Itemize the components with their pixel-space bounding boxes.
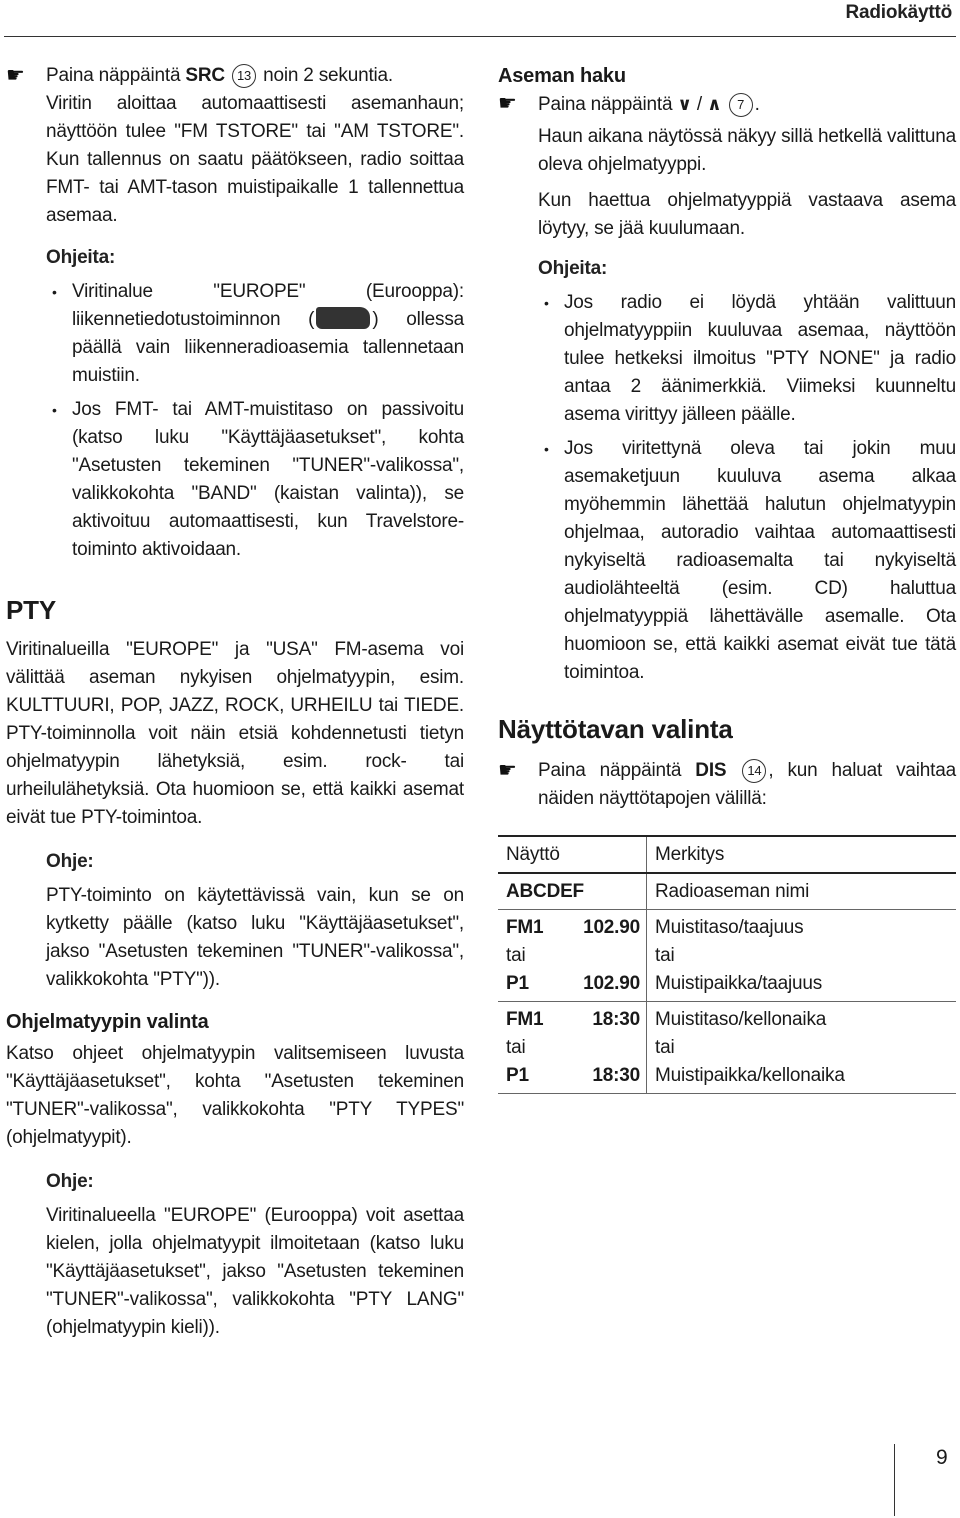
instruction-pre: Paina näppäintä (538, 760, 696, 781)
left-column (6, 62, 464, 1342)
note-title: Ohje: (46, 1171, 94, 1192)
cell-label: P1 (506, 1065, 529, 1086)
cell-line: Muistitaso/kellonaika (655, 1009, 827, 1030)
search-description: Kun haettua ohjelmatyyppiä vastaava asema löytyy, se jää kuulumaan. (538, 190, 956, 239)
instruction-text (538, 757, 956, 813)
bullet-text-post: ) ollessa päällä vain liikenneradioasemia tallennetaan muistiin. (72, 309, 464, 386)
bullet-dot-icon: • (544, 295, 549, 311)
cell-line: Muistipaikka/taajuus (655, 973, 823, 994)
bullet-dot-icon: • (52, 284, 57, 300)
note-text: Viritinalueella "EUROPE" (Eurooppa) voit asettaa kielen, jolla ohjelmatyypit ilmoitetaan (katso luku "Käyttäjäasetukset", jakso "Asetusten tekeminen "TUNER"-valikossa", valikkokohta "PTY LANG" (ohjelmatyypin kieli)). (46, 1205, 464, 1338)
right-column (498, 62, 956, 1094)
bullet-text: Jos FMT- tai AMT-muistitaso on passivoitu (katso luku "Käyttäjäasetukset", kohta "Asetusten tekeminen "TUNER"-valikossa", valikkokohta "BAND" (kaistan valinta)), se aktivoituu automaattisesti, kun Travelstore-toiminto aktivoidaan. (72, 399, 464, 560)
header-divider (4, 36, 956, 37)
instruction-text (46, 62, 464, 90)
table-cell (647, 1002, 957, 1094)
bullet-text (72, 278, 464, 390)
pty-description: Viritinalueilla "EUROPE" ja "USA" FM-asema voi välittää aseman nykyisen ohjelmatyypin, esim. KULTTUURI, POP, JAZZ, ROCK, URHEILU tai TIEDE. PTY-toiminnolla voit näin etsiä kohdennetusti tietyn ohjelmatyypin lähetyksiä, esim. rock- tai urheilulähetyksiä. Ota huomioon se, että kaikki asemat eivät tue PTY-toimintoa. (6, 639, 464, 828)
bullet-text: Jos radio ei löydä yhtään valittuun ohjelmatyyppiin kuuluvaa asemaa, näyttöön tulee hetkeksi ilmoitus "PTY NONE" ja radio antaa 2 äänimerkkiä. Viimeksi kuunneltu asema virittyy jälleen päälle. (564, 292, 956, 425)
table-cell (498, 910, 647, 1002)
key-name-dis: DIS (695, 760, 727, 781)
column-header: Merkitys (647, 836, 957, 873)
cell-value: 102.90 (583, 973, 640, 994)
bullet-text-pre: Viritinalue "EUROPE" (Eurooppa): liikennetiedotustoiminnon ( (72, 281, 464, 330)
instruction-post: , kun haluat vaihtaa näiden näyttötapojen välillä: (538, 760, 956, 809)
instruction-step-src (6, 62, 464, 90)
search-description: Haun aikana näytössä näkyy sillä hetkellä valittuna oleva ohjelmatyyppi. (538, 126, 956, 175)
table-cell: ABCDEF (498, 873, 647, 910)
page-number-divider (894, 1444, 895, 1516)
instruction-step-search (498, 90, 956, 119)
travelstore-description: Viritin aloittaa automaattisesti asemanhaun; näyttöön tulee "FM TSTORE" tai "AM TSTORE". Kun tallennus on saatu päätökseen, radio soittaa FMT- tai AMT-tason muistipaikalle 1 tallennettua asemaa. (46, 93, 464, 226)
note-bullet (498, 435, 956, 687)
section-text: Katso ohjeet ohjelmatyypin valitsemiseen luvusta "Käyttäjäasetukset", kohta "Asetusten tekeminen "TUNER"-valikossa", valikkokohta "PTY TYPES" (ohjelmatyypit). (6, 1043, 464, 1148)
section-heading: Ohjelmatyypin valinta (6, 1011, 209, 1033)
table-cell: Radioaseman nimi (647, 873, 957, 910)
pointing-hand-icon: ☛ (498, 92, 517, 115)
chevron-down-icon: ∨ (677, 94, 692, 114)
page-number: 9 (936, 1446, 948, 1469)
bullet-text: Jos viritettynä oleva tai jokin muu asemaketjuun kuuluva asema alkaa myöhemmin lähettää halutun ohjelmatyypin ohjelmaa, autoradio vaihtaa automaattisesti nykyiseltä radioasemalta tai nykyiseltä audiolähteeltä (esim. CD) haluttua ohjelmatyyppiä lähettävälle asemalle. Ota huomioon se, että kaikki asemat eivät tue tätä toimintoa. (564, 438, 956, 683)
column-header: Näyttö (498, 836, 647, 873)
note-bullet (498, 289, 956, 429)
cell-or: tai (506, 1037, 526, 1058)
table-header-row (498, 836, 956, 873)
cell-or: tai (655, 1037, 675, 1058)
note-title: Ohjeita: (46, 247, 116, 268)
bullet-dot-icon: • (544, 441, 549, 457)
instruction-post: . (754, 94, 760, 115)
display-mode-heading: Näyttötavan valinta (498, 714, 733, 744)
cell-value: 18:30 (592, 1009, 640, 1030)
pointing-hand-icon: ☛ (498, 759, 517, 782)
note-text: PTY-toiminto on käytettävissä vain, kun se on kytketty päälle (katso luku "Käyttäjäasetukset", jakso "Asetusten tekeminen "TUNER"-valikossa", valikkokohta "PTY")). (46, 885, 464, 990)
table-cell (647, 910, 957, 1002)
cell-label: FM1 (506, 1009, 544, 1030)
cell-or: tai (506, 945, 526, 966)
cell-line: Muistitaso/taajuus (655, 917, 804, 938)
pty-heading: PTY (6, 595, 56, 625)
instruction-post: noin 2 sekuntia. (258, 65, 394, 86)
cell-label: FM1 (506, 917, 544, 938)
key-name-src: SRC (185, 65, 225, 86)
note-title: Ohjeita: (538, 258, 608, 279)
table-cell (498, 1002, 647, 1094)
bullet-dot-icon: • (52, 402, 57, 418)
instruction-step-dis (498, 757, 956, 813)
table-row (498, 873, 956, 910)
key-separator: / (691, 94, 708, 115)
section-heading: Aseman haku (498, 65, 626, 87)
cell-line: Muistipaikka/kellonaika (655, 1065, 845, 1086)
instruction-text (538, 90, 956, 119)
cell-label: P1 (506, 973, 529, 994)
page-header-title: Radiokäyttö (845, 2, 952, 23)
table-row (498, 1002, 956, 1094)
note-bullet (6, 278, 464, 390)
chevron-up-icon: ∧ (707, 94, 722, 114)
cell-value: 102.90 (583, 917, 640, 938)
note-title: Ohje: (46, 851, 94, 872)
cell-value: 18:30 (592, 1065, 640, 1086)
key-number-badge: 14 (742, 759, 766, 783)
display-modes-table (498, 835, 956, 1094)
table-row (498, 910, 956, 1002)
key-number-badge: 7 (729, 93, 753, 117)
cell-or: tai (655, 945, 675, 966)
instruction-pre: Paina näppäintä (538, 94, 678, 115)
key-number-badge: 13 (232, 64, 256, 88)
instruction-pre: Paina näppäintä (46, 65, 186, 86)
note-bullet (6, 396, 464, 564)
pointing-hand-icon: ☛ (6, 64, 25, 87)
traffic-info-icon (316, 307, 370, 329)
